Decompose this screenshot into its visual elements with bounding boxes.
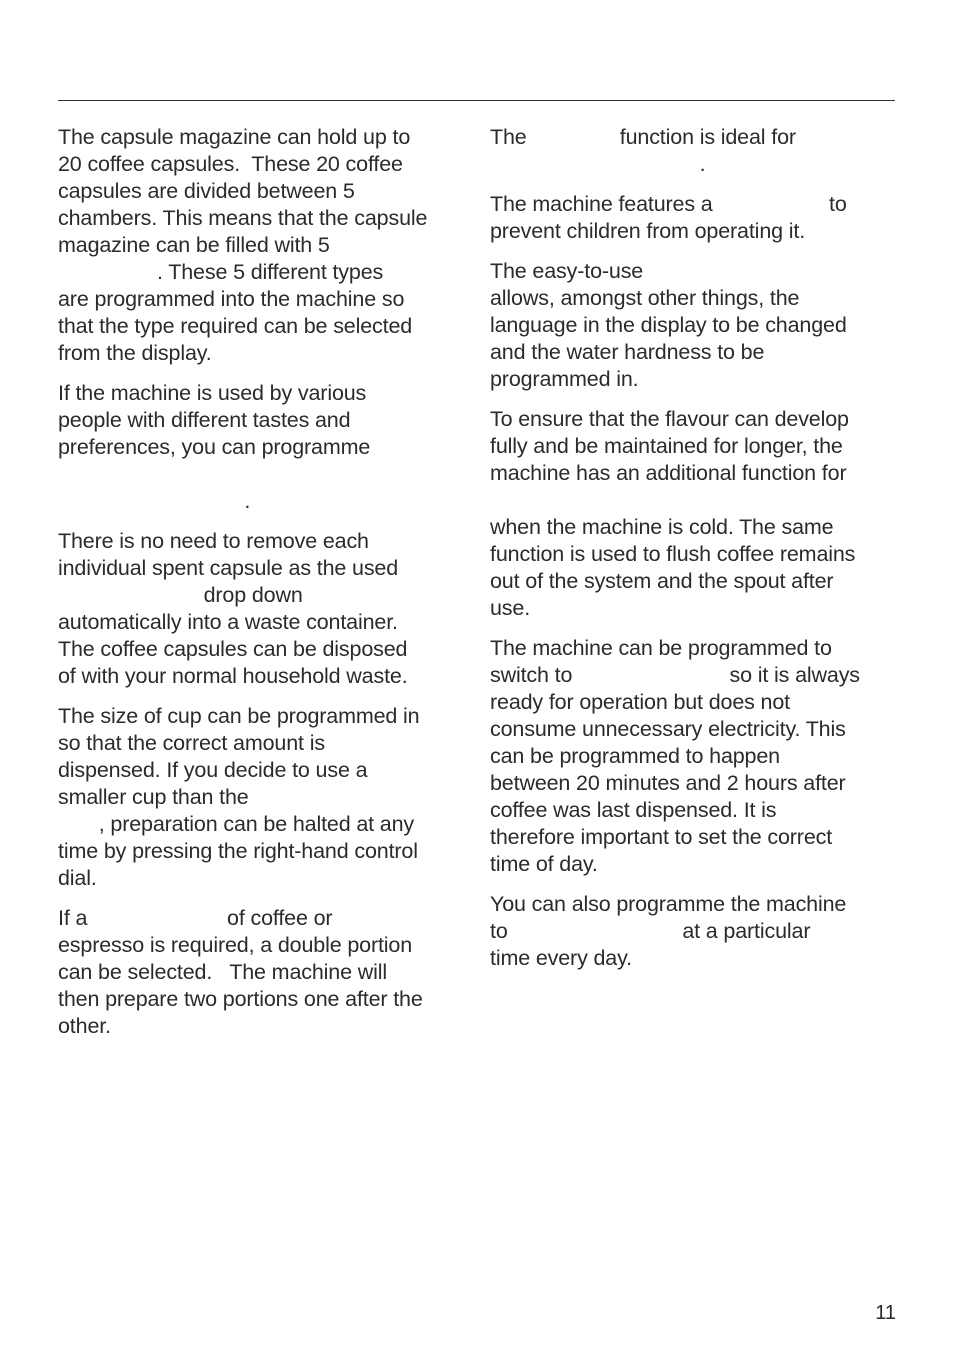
- page-number: 11: [875, 1302, 896, 1324]
- paragraph-gap: [490, 878, 902, 891]
- paragraph: [490, 635, 902, 878]
- header-rule: [58, 100, 895, 101]
- text-line: The capsule magazine can hold up to: [58, 125, 411, 149]
- text-line: You can also programme the machine: [490, 892, 847, 916]
- text-line: language in the display to be changed: [490, 313, 847, 337]
- text-line: programmed in.: [490, 367, 639, 391]
- right-column: [490, 124, 902, 972]
- text-line: drop down: [58, 583, 303, 607]
- text-line: other.: [58, 1014, 111, 1038]
- text-line: can be selected. The machine will: [58, 960, 387, 984]
- text-line: allows, amongst other things, the: [490, 286, 800, 310]
- text-line: time of day.: [490, 852, 598, 876]
- text-line: and the water hardness to be: [490, 340, 765, 364]
- text-line: coffee was last dispensed. It is: [490, 798, 777, 822]
- text-line: [58, 461, 470, 488]
- text-line: magazine can be filled with 5: [58, 233, 330, 257]
- paragraph-gap: [58, 515, 470, 528]
- paragraph-gap: [490, 178, 902, 191]
- paragraph: [490, 891, 902, 972]
- text-line: are programmed into the machine so: [58, 287, 405, 311]
- text-line: [490, 487, 902, 514]
- text-line: time by pressing the right-hand control: [58, 839, 418, 863]
- paragraph-gap: [490, 245, 902, 258]
- text-line: The machine can be programmed to: [490, 636, 832, 660]
- text-line: .: [490, 152, 706, 176]
- text-line: If a of coffee or: [58, 906, 333, 930]
- text-line: .: [58, 489, 262, 513]
- text-line: smaller cup than the: [58, 785, 249, 809]
- text-line: To ensure that the flavour can develop: [490, 407, 849, 431]
- text-line: when the machine is cold. The same: [490, 515, 834, 539]
- text-line: use.: [490, 596, 531, 620]
- paragraph-gap: [58, 892, 470, 905]
- paragraph-gap: [490, 393, 902, 406]
- paragraph: [58, 703, 470, 892]
- text-line: preferences, you can programme: [58, 435, 371, 459]
- paragraph-gap: [490, 622, 902, 635]
- text-line: chambers. This means that the capsule: [58, 206, 428, 230]
- text-line: so that the correct amount is: [58, 731, 325, 755]
- text-line: can be programmed to happen: [490, 744, 780, 768]
- text-line: The function is ideal for: [490, 125, 796, 149]
- text-line: between 20 minutes and 2 hours after: [490, 771, 846, 795]
- paragraph: [490, 406, 902, 622]
- paragraph: [490, 258, 902, 393]
- text-line: automatically into a waste container.: [58, 610, 398, 634]
- text-line: therefore important to set the correct: [490, 825, 833, 849]
- text-line: people with different tastes and: [58, 408, 351, 432]
- text-line: capsules are divided between 5: [58, 179, 355, 203]
- text-line: The size of cup can be programmed in: [58, 704, 420, 728]
- text-line: The easy-to-use: [490, 259, 644, 283]
- paragraph: [58, 124, 470, 367]
- text-line: 20 coffee capsules. These 20 coffee: [58, 152, 403, 176]
- paragraph: [490, 124, 902, 178]
- left-column: [58, 124, 470, 1040]
- text-line: fully and be maintained for longer, the: [490, 434, 843, 458]
- text-line: switch to so it is always: [490, 663, 860, 687]
- text-line: dial.: [58, 866, 97, 890]
- text-line: dispensed. If you decide to use a: [58, 758, 368, 782]
- text-line: There is no need to remove each: [58, 529, 369, 553]
- text-line: consume unnecessary electricity. This: [490, 717, 846, 741]
- paragraph-gap: [58, 367, 470, 380]
- text-line: prevent children from operating it.: [490, 219, 806, 243]
- text-line: , preparation can be halted at any: [58, 812, 415, 836]
- paragraph: [58, 528, 470, 690]
- text-line: The machine features a to: [490, 192, 847, 216]
- paragraph: [58, 905, 470, 1040]
- text-line: that the type required can be selected: [58, 314, 413, 338]
- paragraph-gap: [58, 690, 470, 703]
- text-line: then prepare two portions one after the: [58, 987, 423, 1011]
- text-line: The coffee capsules can be disposed: [58, 637, 408, 661]
- paragraph: [490, 191, 902, 245]
- text-line: individual spent capsule as the used: [58, 556, 399, 580]
- paragraph: [58, 380, 470, 515]
- text-line: out of the system and the spout after: [490, 569, 834, 593]
- text-line: ready for operation but does not: [490, 690, 790, 714]
- text-line: of with your normal household waste.: [58, 664, 408, 688]
- text-line: to at a particular: [490, 919, 811, 943]
- text-line: from the display.: [58, 341, 212, 365]
- text-line: time every day.: [490, 946, 632, 970]
- text-line: espresso is required, a double portion: [58, 933, 413, 957]
- text-line: . These 5 different types: [58, 260, 384, 284]
- text-line: machine has an additional function for: [490, 461, 847, 485]
- text-line: If the machine is used by various: [58, 381, 367, 405]
- text-line: function is used to flush coffee remains: [490, 542, 856, 566]
